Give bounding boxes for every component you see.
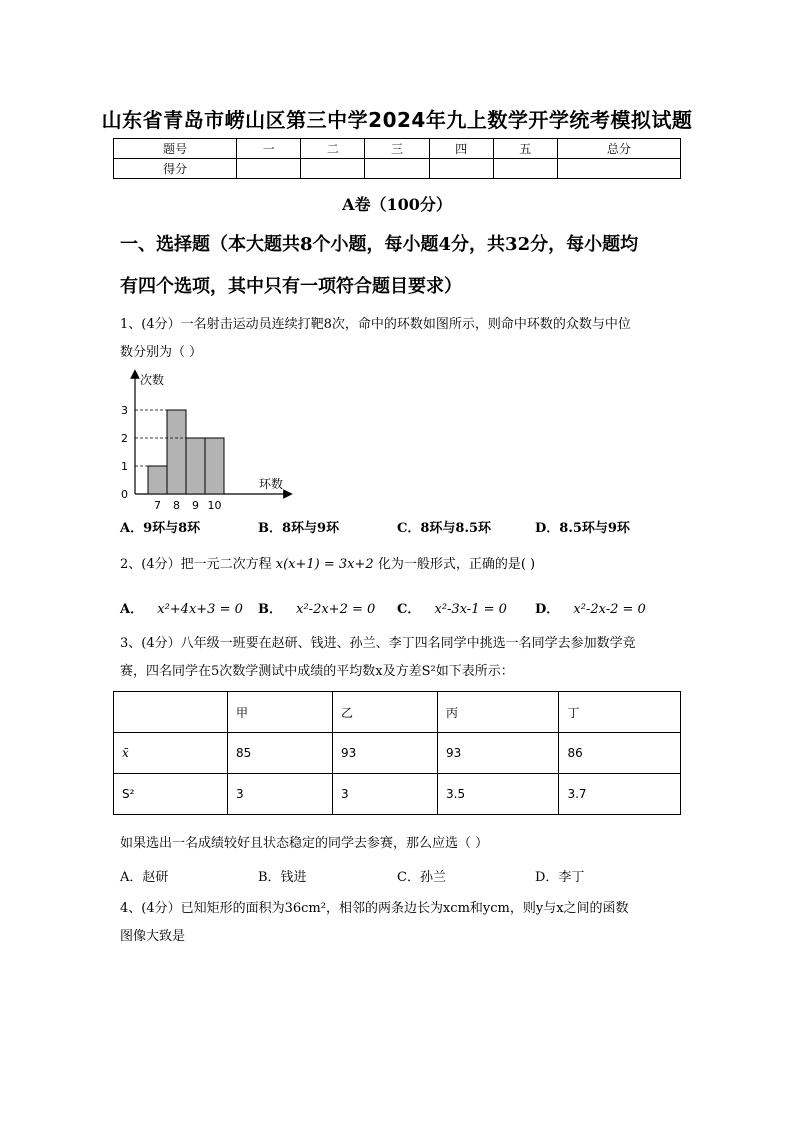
q1-option-b[interactable]: B．8环与9环 <box>258 521 340 536</box>
q3-mean-label: x̄ <box>114 733 228 774</box>
q2-equation: x(x+1) = 3x+2 <box>275 557 374 572</box>
score-header-cell: 五 <box>493 139 557 159</box>
q2-option-a[interactable] <box>120 598 243 617</box>
q1-line1: 1、(4分）一名射击运动员连续打靶8次，命中的环数如图所示，则命中环数的众数与中位 <box>120 317 631 332</box>
q3-mean-cell: 85 <box>228 733 333 774</box>
y-axis-label: 次数 <box>140 373 165 387</box>
x-tick-label: 8 <box>173 499 180 512</box>
section-a-heading: A卷（100分） <box>342 195 452 214</box>
q3-variance-cell: 3 <box>333 774 438 815</box>
q3-option-c[interactable]: C．孙兰 <box>397 870 446 885</box>
q2-option-b-expr: x²-2x+2 = 0 <box>296 602 376 617</box>
section1-title <box>120 224 690 308</box>
score-header-cell: 总分 <box>557 139 680 159</box>
y-tick-label: 3 <box>121 404 128 417</box>
q3-mean-cell: 93 <box>438 733 559 774</box>
q3-question: 如果选出一名成绩较好且状态稳定的同学去参赛，那么应选（ ） <box>120 836 489 851</box>
score-table-score-row <box>114 159 681 179</box>
score-row-label: 得分 <box>114 159 237 179</box>
q2-text-post: 化为一般形式，正确的是( ) <box>377 557 536 572</box>
score-header-cell: 三 <box>365 139 429 159</box>
question-1 <box>120 311 685 367</box>
q3-variance-cell: 3.5 <box>438 774 559 815</box>
bar <box>186 438 205 494</box>
score-header-cell: 四 <box>429 139 493 159</box>
question-2 <box>120 551 685 579</box>
q3-option-b[interactable]: B．钱进 <box>258 870 307 885</box>
q3-table-header-cell: 丙 <box>438 692 559 733</box>
score-table-header-row <box>114 139 681 159</box>
q3-variance-cell: 3 <box>228 774 333 815</box>
q3-option-a[interactable]: A．赵研 <box>120 870 169 885</box>
q3-variance-label: S² <box>114 774 228 815</box>
q2-option-b[interactable] <box>258 598 375 617</box>
score-cell <box>237 159 301 179</box>
bar <box>167 410 186 494</box>
score-header-cell: 题号 <box>114 139 237 159</box>
score-cell <box>493 159 557 179</box>
score-cell <box>429 159 493 179</box>
page-title: 山东省青岛市崂山区第三中学2024年九上数学开学统考模拟试题 <box>101 108 693 132</box>
q3-table-header-row <box>114 692 681 733</box>
q2-text-pre: 2、(4分）把一元二次方程 <box>120 557 272 572</box>
q2-option-d[interactable] <box>535 598 646 617</box>
q3-table-header-cell: 丁 <box>559 692 681 733</box>
y-tick-label: 2 <box>121 432 128 445</box>
q2-option-a-expr: x²+4x+3 = 0 <box>157 602 243 617</box>
q3-line1: 3、(4分）八年级一班要在赵研、钱进、孙兰、李丁四名同学中挑选一名同学去参加数学竞 <box>120 636 636 651</box>
score-cell <box>365 159 429 179</box>
bar <box>205 438 224 494</box>
q2-option-d-letter: D． <box>535 602 560 617</box>
q3-line2: 赛，四名同学在5次数学测试中成绩的平均数x及方差S²如下表所示： <box>120 664 514 679</box>
q1-option-a[interactable]: A．9环与8环 <box>120 521 201 536</box>
x-axis-label: 环数 <box>259 477 284 491</box>
q1-option-c[interactable]: C．8环与8.5环 <box>397 521 492 536</box>
score-header-cell: 一 <box>237 139 301 159</box>
q2-option-d-expr: x²-2x-2 = 0 <box>573 602 646 617</box>
q3-table-header-cell: 甲 <box>228 692 333 733</box>
x-tick-label: 10 <box>207 499 222 512</box>
q2-option-a-letter: A． <box>120 602 144 617</box>
score-table <box>113 138 681 179</box>
score-cell <box>301 159 365 179</box>
section1-title-line1: 一、选择题（本大题共8个小题，每小题4分，共32分，每小题均 <box>120 234 639 255</box>
q3-table-corner <box>114 692 228 733</box>
y-tick-label: 0 <box>121 488 128 501</box>
q1-option-d[interactable]: D．8.5环与9环 <box>535 521 630 536</box>
q2-option-c-expr: x²-3x-1 = 0 <box>434 602 507 617</box>
x-tick-label: 9 <box>192 499 199 512</box>
y-tick-label: 1 <box>121 460 128 473</box>
q3-table-mean-row <box>114 733 681 774</box>
q1-line2: 数分别为（ ） <box>120 345 203 360</box>
q3-mean-cell: 93 <box>333 733 438 774</box>
section1-title-line2: 有四个选项，其中只有一项符合题目要求） <box>120 276 462 297</box>
q4-line1: 4、(4分）已知矩形的面积为36cm²，相邻的两条边长为xcm和ycm，则y与x之间的函数 <box>120 901 629 916</box>
q2-option-c[interactable] <box>397 598 507 617</box>
score-header-cell: 二 <box>301 139 365 159</box>
q3-stats-table <box>113 691 681 815</box>
q4-line2: 图像大致是 <box>120 929 186 944</box>
q1-bar-chart <box>113 368 303 516</box>
question-3 <box>120 630 685 686</box>
question-4 <box>120 895 685 951</box>
q2-option-b-letter: B． <box>258 602 282 617</box>
q2-option-c-letter: C． <box>397 602 421 617</box>
q3-option-d[interactable]: D．李丁 <box>535 870 585 885</box>
q3-table-header-cell: 乙 <box>333 692 438 733</box>
score-cell <box>557 159 680 179</box>
q3-mean-cell: 86 <box>559 733 681 774</box>
bar <box>148 466 167 494</box>
q3-variance-cell: 3.7 <box>559 774 681 815</box>
x-tick-label: 7 <box>154 499 161 512</box>
q3-table-variance-row <box>114 774 681 815</box>
